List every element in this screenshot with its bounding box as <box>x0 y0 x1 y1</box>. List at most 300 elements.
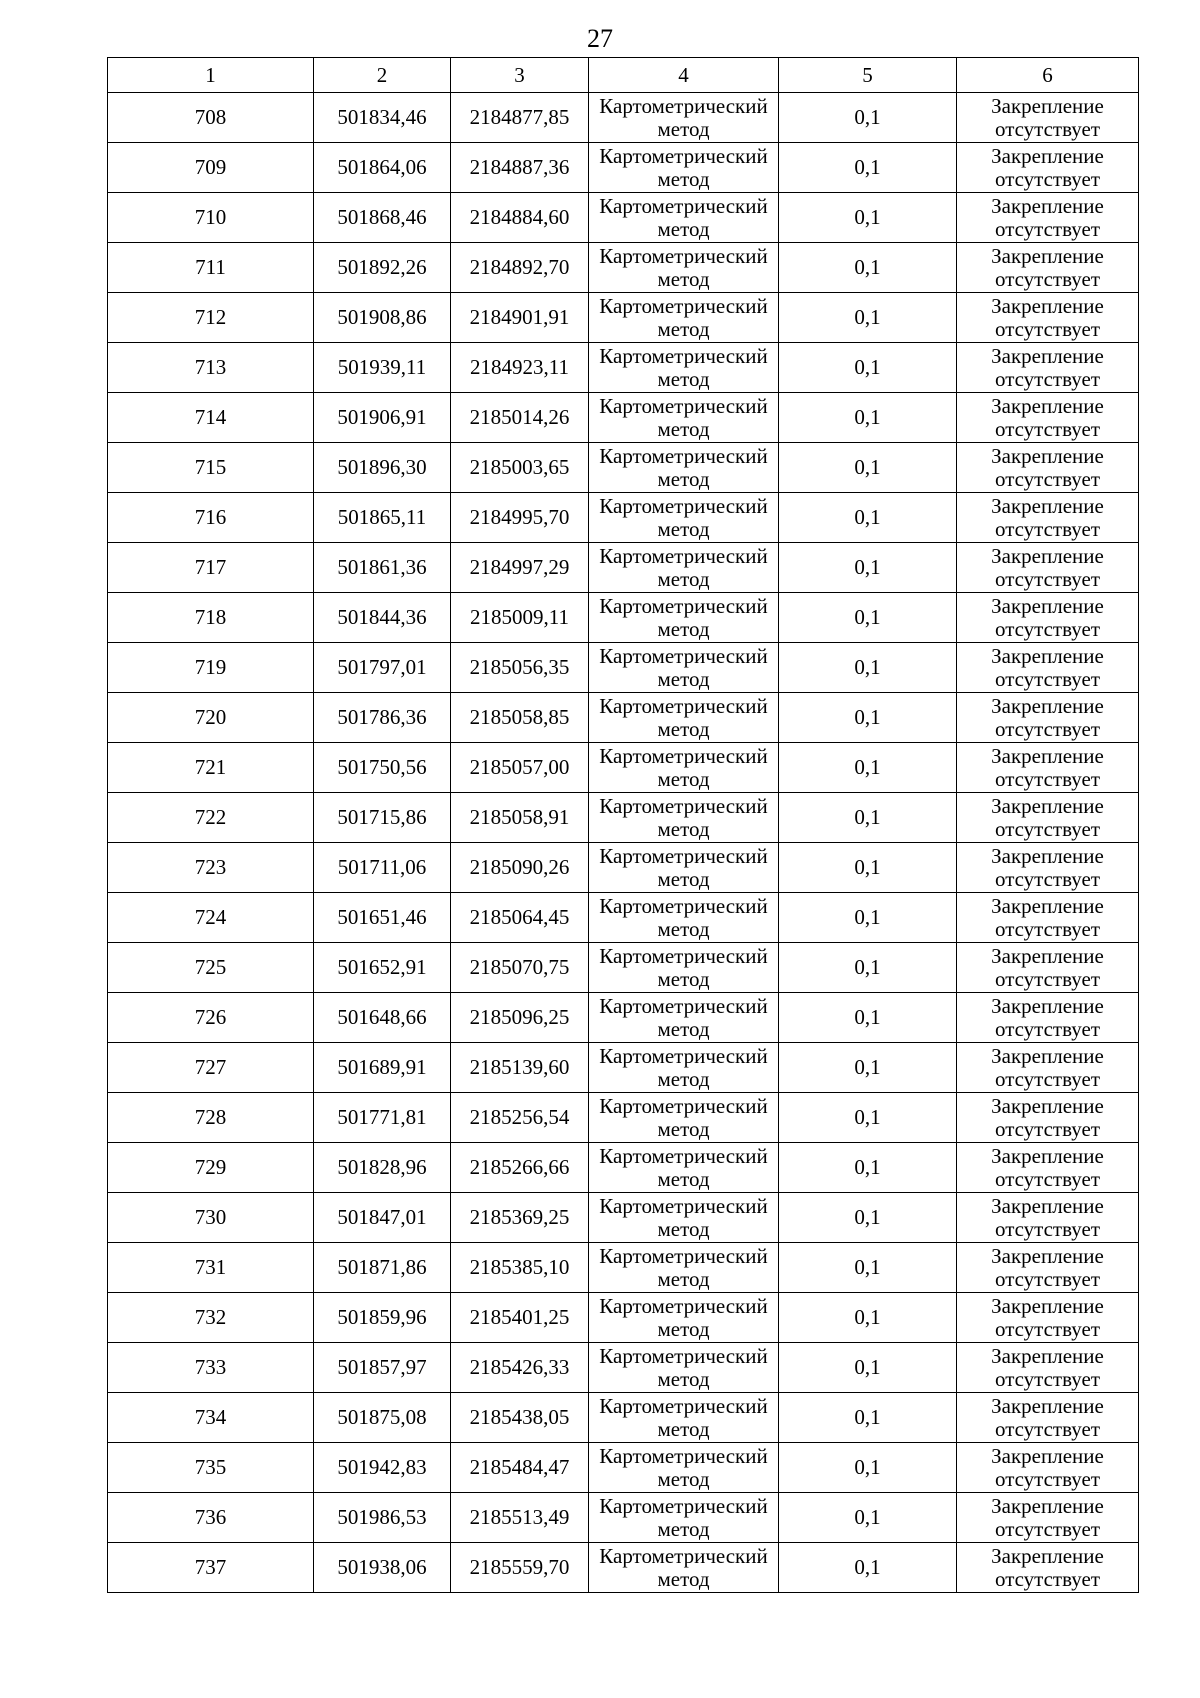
accuracy-cell: 0,1 <box>779 793 957 843</box>
accuracy-cell: 0,1 <box>779 293 957 343</box>
table-row <box>108 843 1139 893</box>
method-cell <box>589 1293 779 1343</box>
point-number-cell: 719 <box>108 643 314 693</box>
method-cell-line-2: метод <box>657 116 710 141</box>
method-cell-line-1: Картометрический <box>599 1543 768 1568</box>
method-cell <box>589 1093 779 1143</box>
fixing-cell <box>957 843 1139 893</box>
fixing-cell-line-1: Закрепление <box>991 293 1104 318</box>
method-cell-line-2: метод <box>657 1316 710 1341</box>
method-cell <box>589 743 779 793</box>
accuracy-cell: 0,1 <box>779 1193 957 1243</box>
table-row <box>108 1443 1139 1493</box>
fixing-cell <box>957 893 1139 943</box>
method-cell-line-1: Картометрический <box>599 593 768 618</box>
fixing-cell-line-1: Закрепление <box>991 1493 1104 1518</box>
y-coordinate-cell: 2185014,26 <box>451 393 589 443</box>
point-number-cell: 715 <box>108 443 314 493</box>
fixing-cell-line-1: Закрепление <box>991 1343 1104 1368</box>
table-row <box>108 943 1139 993</box>
x-coordinate-cell: 501857,97 <box>314 1343 451 1393</box>
table-row <box>108 443 1139 493</box>
y-coordinate-cell: 2185058,85 <box>451 693 589 743</box>
fixing-cell-line-1: Закрепление <box>991 1543 1104 1568</box>
method-cell-line-2: метод <box>657 366 710 391</box>
method-cell-line-2: метод <box>657 1516 710 1541</box>
method-cell <box>589 1543 779 1593</box>
method-cell-line-1: Картометрический <box>599 793 768 818</box>
x-coordinate-cell: 501834,46 <box>314 93 451 143</box>
y-coordinate-cell: 2185513,49 <box>451 1493 589 1543</box>
point-number-cell: 727 <box>108 1043 314 1093</box>
y-coordinate-cell: 2185484,47 <box>451 1443 589 1493</box>
header-cell-6: 6 <box>957 58 1139 93</box>
fixing-cell <box>957 1443 1139 1493</box>
y-coordinate-cell: 2185058,91 <box>451 793 589 843</box>
method-cell <box>589 993 779 1043</box>
method-cell-line-2: метод <box>657 866 710 891</box>
method-cell <box>589 893 779 943</box>
method-cell <box>589 643 779 693</box>
point-number-cell: 711 <box>108 243 314 293</box>
accuracy-cell: 0,1 <box>779 393 957 443</box>
x-coordinate-cell: 501648,66 <box>314 993 451 1043</box>
method-cell-line-1: Картометрический <box>599 243 768 268</box>
y-coordinate-cell: 2185559,70 <box>451 1543 589 1593</box>
fixing-cell-line-2: отсутствует <box>994 816 1101 841</box>
y-coordinate-cell: 2184887,36 <box>451 143 589 193</box>
y-coordinate-cell: 2184884,60 <box>451 193 589 243</box>
x-coordinate-cell: 501689,91 <box>314 1043 451 1093</box>
fixing-cell-line-1: Закрепление <box>991 743 1104 768</box>
fixing-cell-line-1: Закрепление <box>991 993 1104 1018</box>
fixing-cell-line-2: отсутствует <box>994 466 1101 491</box>
x-coordinate-cell: 501942,83 <box>314 1443 451 1493</box>
method-cell <box>589 843 779 893</box>
fixing-cell-line-2: отсутствует <box>994 166 1101 191</box>
fixing-cell-line-1: Закрепление <box>991 1243 1104 1268</box>
method-cell <box>589 1143 779 1193</box>
page-number: 27 <box>587 24 613 53</box>
table-row <box>108 393 1139 443</box>
method-cell <box>589 143 779 193</box>
fixing-cell-line-1: Закрепление <box>991 1143 1104 1168</box>
method-cell-line-2: метод <box>657 966 710 991</box>
method-cell-line-2: метод <box>657 616 710 641</box>
x-coordinate-cell: 501986,53 <box>314 1493 451 1543</box>
fixing-cell-line-2: отсутствует <box>994 216 1101 241</box>
accuracy-cell: 0,1 <box>779 1043 957 1093</box>
y-coordinate-cell: 2185096,25 <box>451 993 589 1043</box>
point-number-cell: 720 <box>108 693 314 743</box>
y-coordinate-cell: 2185057,00 <box>451 743 589 793</box>
method-cell <box>589 1043 779 1093</box>
table-header <box>108 58 1139 93</box>
y-coordinate-cell: 2185369,25 <box>451 1193 589 1243</box>
method-cell-line-2: метод <box>657 1416 710 1441</box>
accuracy-cell: 0,1 <box>779 1143 957 1193</box>
fixing-cell-line-2: отсутствует <box>994 1416 1101 1441</box>
method-cell <box>589 943 779 993</box>
point-number-cell: 729 <box>108 1143 314 1193</box>
point-number-cell: 723 <box>108 843 314 893</box>
method-cell-line-2: метод <box>657 266 710 291</box>
fixing-cell-line-1: Закрепление <box>991 643 1104 668</box>
accuracy-cell: 0,1 <box>779 693 957 743</box>
table-row <box>108 1343 1139 1393</box>
method-cell <box>589 1193 779 1243</box>
x-coordinate-cell: 501652,91 <box>314 943 451 993</box>
accuracy-cell: 0,1 <box>779 343 957 393</box>
method-cell <box>589 343 779 393</box>
fixing-cell <box>957 1493 1139 1543</box>
method-cell-line-1: Картометрический <box>599 843 768 868</box>
fixing-cell <box>957 193 1139 243</box>
method-cell-line-1: Картометрический <box>599 1243 768 1268</box>
x-coordinate-cell: 501939,11 <box>314 343 451 393</box>
fixing-cell <box>957 293 1139 343</box>
point-number-cell: 712 <box>108 293 314 343</box>
accuracy-cell: 0,1 <box>779 493 957 543</box>
method-cell-line-2: метод <box>657 716 710 741</box>
fixing-cell <box>957 543 1139 593</box>
y-coordinate-cell: 2185256,54 <box>451 1093 589 1143</box>
method-cell <box>589 443 779 493</box>
point-number-cell: 728 <box>108 1093 314 1143</box>
method-cell <box>589 1343 779 1393</box>
method-cell-line-1: Картометрический <box>599 193 768 218</box>
table-row <box>108 343 1139 393</box>
fixing-cell-line-2: отсутствует <box>994 1266 1101 1291</box>
fixing-cell-line-2: отсутствует <box>994 1216 1101 1241</box>
fixing-cell-line-2: отсутствует <box>994 966 1101 991</box>
fixing-cell-line-1: Закрепление <box>991 393 1104 418</box>
accuracy-cell: 0,1 <box>779 1543 957 1593</box>
fixing-cell <box>957 1093 1139 1143</box>
method-cell-line-2: метод <box>657 766 710 791</box>
fixing-cell-line-1: Закрепление <box>991 143 1104 168</box>
point-number-cell: 725 <box>108 943 314 993</box>
fixing-cell <box>957 393 1139 443</box>
method-cell-line-1: Картометрический <box>599 1143 768 1168</box>
fixing-cell-line-2: отсутствует <box>994 866 1101 891</box>
accuracy-cell: 0,1 <box>779 543 957 593</box>
x-coordinate-cell: 501847,01 <box>314 1193 451 1243</box>
point-number-cell: 708 <box>108 93 314 143</box>
method-cell-line-2: метод <box>657 466 710 491</box>
header-cell-4: 4 <box>589 58 779 93</box>
method-cell-line-1: Картометрический <box>599 493 768 518</box>
fixing-cell <box>957 793 1139 843</box>
fixing-cell <box>957 93 1139 143</box>
x-coordinate-cell: 501871,86 <box>314 1243 451 1293</box>
fixing-cell-line-2: отсутствует <box>994 1066 1101 1091</box>
x-coordinate-cell: 501892,26 <box>314 243 451 293</box>
x-coordinate-cell: 501861,36 <box>314 543 451 593</box>
method-cell-line-1: Картометрический <box>599 293 768 318</box>
accuracy-cell: 0,1 <box>779 1093 957 1143</box>
x-coordinate-cell: 501651,46 <box>314 893 451 943</box>
method-cell-line-2: метод <box>657 1266 710 1291</box>
fixing-cell <box>957 443 1139 493</box>
fixing-cell <box>957 743 1139 793</box>
x-coordinate-cell: 501875,08 <box>314 1393 451 1443</box>
method-cell-line-2: метод <box>657 1566 710 1591</box>
method-cell-line-2: метод <box>657 1066 710 1091</box>
point-number-cell: 726 <box>108 993 314 1043</box>
fixing-cell <box>957 493 1139 543</box>
method-cell-line-1: Картометрический <box>599 1493 768 1518</box>
accuracy-cell: 0,1 <box>779 143 957 193</box>
method-cell <box>589 393 779 443</box>
method-cell-line-2: метод <box>657 816 710 841</box>
x-coordinate-cell: 501859,96 <box>314 1293 451 1343</box>
fixing-cell-line-2: отсутствует <box>994 1116 1101 1141</box>
method-cell-line-2: метод <box>657 1366 710 1391</box>
fixing-cell-line-2: отсутствует <box>994 566 1101 591</box>
method-cell-line-2: метод <box>657 1116 710 1141</box>
header-cell-3: 3 <box>451 58 589 93</box>
method-cell <box>589 1443 779 1493</box>
fixing-cell-line-1: Закрепление <box>991 1193 1104 1218</box>
fixing-cell-line-1: Закрепление <box>991 943 1104 968</box>
y-coordinate-cell: 2185385,10 <box>451 1243 589 1293</box>
fixing-cell-line-2: отсутствует <box>994 716 1101 741</box>
point-number-cell: 718 <box>108 593 314 643</box>
accuracy-cell: 0,1 <box>779 1493 957 1543</box>
fixing-cell-line-1: Закрепление <box>991 593 1104 618</box>
method-cell-line-1: Картометрический <box>599 993 768 1018</box>
x-coordinate-cell: 501908,86 <box>314 293 451 343</box>
table-row <box>108 1493 1139 1543</box>
fixing-cell-line-2: отсутствует <box>994 666 1101 691</box>
table-row <box>108 1143 1139 1193</box>
fixing-cell <box>957 243 1139 293</box>
table-row <box>108 193 1139 243</box>
method-cell-line-1: Картометрический <box>599 443 768 468</box>
accuracy-cell: 0,1 <box>779 443 957 493</box>
fixing-cell-line-2: отсутствует <box>994 516 1101 541</box>
point-number-cell: 709 <box>108 143 314 193</box>
accuracy-cell: 0,1 <box>779 643 957 693</box>
x-coordinate-cell: 501715,86 <box>314 793 451 843</box>
point-number-cell: 716 <box>108 493 314 543</box>
x-coordinate-cell: 501864,06 <box>314 143 451 193</box>
method-cell-line-2: метод <box>657 916 710 941</box>
table-row <box>108 643 1139 693</box>
fixing-cell-line-1: Закрепление <box>991 1443 1104 1468</box>
point-number-cell: 717 <box>108 543 314 593</box>
method-cell-line-2: метод <box>657 1466 710 1491</box>
table-row <box>108 1543 1139 1593</box>
table-row <box>108 1193 1139 1243</box>
fixing-cell-line-1: Закрепление <box>991 493 1104 518</box>
table-row <box>108 1393 1139 1443</box>
y-coordinate-cell: 2185056,35 <box>451 643 589 693</box>
fixing-cell <box>957 1243 1139 1293</box>
point-number-cell: 731 <box>108 1243 314 1293</box>
method-cell-line-2: метод <box>657 416 710 441</box>
fixing-cell <box>957 1193 1139 1243</box>
y-coordinate-cell: 2185090,26 <box>451 843 589 893</box>
table-row <box>108 743 1139 793</box>
accuracy-cell: 0,1 <box>779 1243 957 1293</box>
method-cell <box>589 493 779 543</box>
fixing-cell-line-1: Закрепление <box>991 343 1104 368</box>
method-cell <box>589 1393 779 1443</box>
table-row <box>108 793 1139 843</box>
accuracy-cell: 0,1 <box>779 943 957 993</box>
accuracy-cell: 0,1 <box>779 243 957 293</box>
accuracy-cell: 0,1 <box>779 93 957 143</box>
accuracy-cell: 0,1 <box>779 893 957 943</box>
header-cell-5: 5 <box>779 58 957 93</box>
method-cell-line-1: Картометрический <box>599 693 768 718</box>
method-cell-line-2: метод <box>657 166 710 191</box>
method-cell-line-1: Картометрический <box>599 1443 768 1468</box>
method-cell-line-1: Картометрический <box>599 1393 768 1418</box>
y-coordinate-cell: 2184995,70 <box>451 493 589 543</box>
table-row <box>108 593 1139 643</box>
method-cell-line-2: метод <box>657 516 710 541</box>
fixing-cell <box>957 993 1139 1043</box>
point-number-cell: 737 <box>108 1543 314 1593</box>
method-cell-line-2: метод <box>657 216 710 241</box>
fixing-cell <box>957 1043 1139 1093</box>
point-number-cell: 724 <box>108 893 314 943</box>
y-coordinate-cell: 2184901,91 <box>451 293 589 343</box>
accuracy-cell: 0,1 <box>779 1343 957 1393</box>
y-coordinate-cell: 2184892,70 <box>451 243 589 293</box>
fixing-cell-line-1: Закрепление <box>991 693 1104 718</box>
method-cell <box>589 1243 779 1293</box>
fixing-cell-line-2: отсутствует <box>994 116 1101 141</box>
fixing-cell <box>957 1543 1139 1593</box>
fixing-cell <box>957 1393 1139 1443</box>
table-row <box>108 693 1139 743</box>
table-row <box>108 543 1139 593</box>
fixing-cell-line-2: отсутствует <box>994 1016 1101 1041</box>
fixing-cell-line-1: Закрепление <box>991 243 1104 268</box>
y-coordinate-cell: 2185070,75 <box>451 943 589 993</box>
method-cell <box>589 93 779 143</box>
method-cell-line-2: метод <box>657 1166 710 1191</box>
method-cell <box>589 593 779 643</box>
fixing-cell <box>957 643 1139 693</box>
x-coordinate-cell: 501786,36 <box>314 693 451 743</box>
fixing-cell-line-2: отсутствует <box>994 916 1101 941</box>
method-cell-line-1: Картометрический <box>599 343 768 368</box>
method-cell-line-1: Картометрический <box>599 893 768 918</box>
method-cell-line-1: Картометрический <box>599 1193 768 1218</box>
y-coordinate-cell: 2184877,85 <box>451 93 589 143</box>
accuracy-cell: 0,1 <box>779 1393 957 1443</box>
point-number-cell: 734 <box>108 1393 314 1443</box>
fixing-cell-line-1: Закрепление <box>991 543 1104 568</box>
method-cell-line-1: Картометрический <box>599 943 768 968</box>
x-coordinate-cell: 501711,06 <box>314 843 451 893</box>
x-coordinate-cell: 501750,56 <box>314 743 451 793</box>
method-cell-line-1: Картометрический <box>599 1343 768 1368</box>
method-cell-line-1: Картометрический <box>599 1293 768 1318</box>
table-row <box>108 243 1139 293</box>
method-cell-line-1: Картометрический <box>599 393 768 418</box>
method-cell-line-2: метод <box>657 566 710 591</box>
method-cell <box>589 1493 779 1543</box>
fixing-cell-line-2: отсутствует <box>994 1366 1101 1391</box>
accuracy-cell: 0,1 <box>779 193 957 243</box>
fixing-cell-line-2: отсутствует <box>994 616 1101 641</box>
header-cell-1: 1 <box>108 58 314 93</box>
fixing-cell-line-1: Закрепление <box>991 193 1104 218</box>
fixing-cell-line-1: Закрепление <box>991 1293 1104 1318</box>
method-cell-line-2: метод <box>657 666 710 691</box>
method-cell-line-1: Картометрический <box>599 743 768 768</box>
header-cell-2: 2 <box>314 58 451 93</box>
point-number-cell: 735 <box>108 1443 314 1493</box>
accuracy-cell: 0,1 <box>779 743 957 793</box>
fixing-cell <box>957 343 1139 393</box>
point-number-cell: 736 <box>108 1493 314 1543</box>
method-cell-line-1: Картометрический <box>599 1043 768 1068</box>
point-number-cell: 713 <box>108 343 314 393</box>
fixing-cell-line-1: Закрепление <box>991 893 1104 918</box>
point-number-cell: 730 <box>108 1193 314 1243</box>
point-number-cell: 733 <box>108 1343 314 1393</box>
header-row <box>108 58 1139 93</box>
method-cell <box>589 543 779 593</box>
table-row <box>108 1293 1139 1343</box>
y-coordinate-cell: 2185009,11 <box>451 593 589 643</box>
fixing-cell-line-2: отсутствует <box>994 266 1101 291</box>
table-row <box>108 93 1139 143</box>
fixing-cell-line-2: отсутствует <box>994 366 1101 391</box>
table-body <box>108 93 1139 1593</box>
y-coordinate-cell: 2184923,11 <box>451 343 589 393</box>
accuracy-cell: 0,1 <box>779 843 957 893</box>
fixing-cell <box>957 1293 1139 1343</box>
fixing-cell-line-2: отсутствует <box>994 1166 1101 1191</box>
fixing-cell-line-1: Закрепление <box>991 443 1104 468</box>
y-coordinate-cell: 2185401,25 <box>451 1293 589 1343</box>
fixing-cell-line-2: отсутствует <box>994 766 1101 791</box>
method-cell-line-1: Картометрический <box>599 93 768 118</box>
table-row <box>108 1243 1139 1293</box>
method-cell <box>589 793 779 843</box>
y-coordinate-cell: 2185003,65 <box>451 443 589 493</box>
fixing-cell-line-2: отсутствует <box>994 1516 1101 1541</box>
y-coordinate-cell: 2184997,29 <box>451 543 589 593</box>
y-coordinate-cell: 2185438,05 <box>451 1393 589 1443</box>
table-row <box>108 1093 1139 1143</box>
coordinates-table <box>107 57 1139 1593</box>
fixing-cell <box>957 1143 1139 1193</box>
accuracy-cell: 0,1 <box>779 1443 957 1493</box>
fixing-cell <box>957 943 1139 993</box>
fixing-cell-line-2: отсутствует <box>994 1566 1101 1591</box>
point-number-cell: 722 <box>108 793 314 843</box>
point-number-cell: 721 <box>108 743 314 793</box>
table-row <box>108 293 1139 343</box>
y-coordinate-cell: 2185064,45 <box>451 893 589 943</box>
table-row <box>108 993 1139 1043</box>
fixing-cell <box>957 593 1139 643</box>
point-number-cell: 732 <box>108 1293 314 1343</box>
fixing-cell <box>957 1343 1139 1393</box>
x-coordinate-cell: 501896,30 <box>314 443 451 493</box>
method-cell <box>589 293 779 343</box>
fixing-cell-line-2: отсутствует <box>994 1466 1101 1491</box>
